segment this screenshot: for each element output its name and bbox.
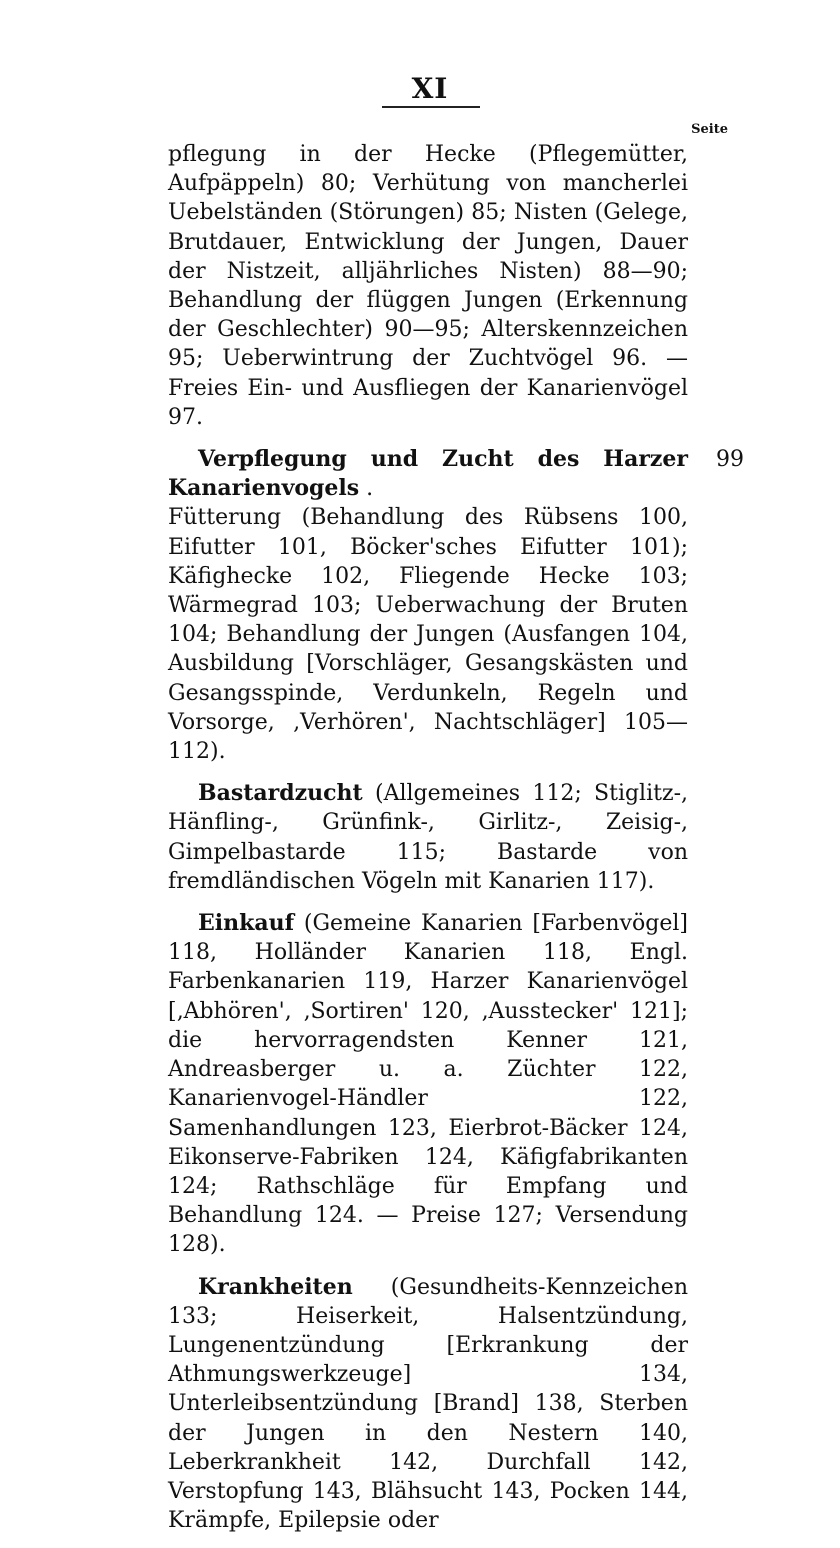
table-of-contents xyxy=(168,140,744,1548)
entry-text: (Gemeine Kanarien [Farbenvögel] 118, Holländer Kanarien 118, Engl. Farbenkanarien 119, Harzer Kanarienvögel [‚Abhören', ‚Sortiren' 120, ‚Ausstecker' 121]; die hervorragendsten Kenner 121, Andreasberger u. a. Züchter 122, Kanarienvogel-Händler 122, Samenhandlungen 123, Eierbrot-Bäcker 124, Eikonserve-Fabriken 124, Käfigfabrikanten 124; Rathschläge für Empfang und Behandlung 124. — Preise 127; Versendung 128). xyxy=(168,911,688,1258)
entry-heading: Einkauf xyxy=(198,910,295,937)
toc-entry-krankheiten xyxy=(168,1273,688,1536)
entry-text: (Gesundheits-Kennzeichen 133; Heiserkeit, Halsentzündung, Lungenentzündung [Erkrankung der Athmungswerkzeuge] 134, Unterleibsentzündung [Brand] 138, Sterben der Jungen in den Nestern 140, Leberkrankheit 142, Durchfall 142, Verstopfung 143, Blähsucht 143, Pocken 144, Krämpfe, Epilepsie oder xyxy=(168,1274,688,1534)
entry-page-ref: 99 xyxy=(716,447,744,473)
entry-heading: Bastardzucht xyxy=(198,780,363,807)
toc-entry-verpflegung xyxy=(168,445,744,766)
entry-heading: Verpflegung und Zucht des Harzer Kanarienvogels xyxy=(168,446,688,502)
entry-text: pflegung in der Hecke (Pflegemütter, Aufpäppeln) 80; Verhütung von mancherlei Uebelständen (Störungen) 85; Nisten (Gelege, Brutdauer, Entwicklung der Jungen, Dauer der Nistzeit, alljährliches Nisten) 88—90; Behandlung der flüggen Jungen (Erkennung der Geschlechter) 90—95; Alterskennzeichen 95; Ueberwintrung der Zuchtvögel 96. — Freies Ein- und Ausfliegen der Kanarienvögel 97. xyxy=(168,142,688,430)
entry-text: Fütterung (Behandlung des Rübsens 100, Eifutter 101, Böcker'sches Eifutter 101); Käfighecke 102, Fliegende Hecke 103; Wärmegrad 103; Ueberwachung der Bruten 104; Behandlung der Jungen (Ausfangen 104, Ausbildung [Vorschläger, Gesangskästen und Gesangsspinde, Verdunkeln, Regeln und Vorsorge, ‚Verhören', Nachtschläger] 105—112). xyxy=(168,505,688,765)
header-rule xyxy=(382,106,480,108)
entry-heading: Krankheiten xyxy=(198,1273,353,1300)
toc-entry-bastardzucht xyxy=(168,779,688,896)
page-number: XI xyxy=(411,72,449,105)
toc-entry-einkauf xyxy=(168,909,688,1259)
toc-entry-continuation xyxy=(168,140,688,432)
column-label: Seite xyxy=(691,122,728,137)
leader-dot: . xyxy=(366,476,374,502)
entry-text: (Allgemeines 112; Stiglitz-, Hänfling-, Grünfink-, Girlitz-, Zeisig-, Gimpelbastarde 115; Bastarde von fremdländischen Vögeln mit Kanarien 117). xyxy=(168,781,688,894)
